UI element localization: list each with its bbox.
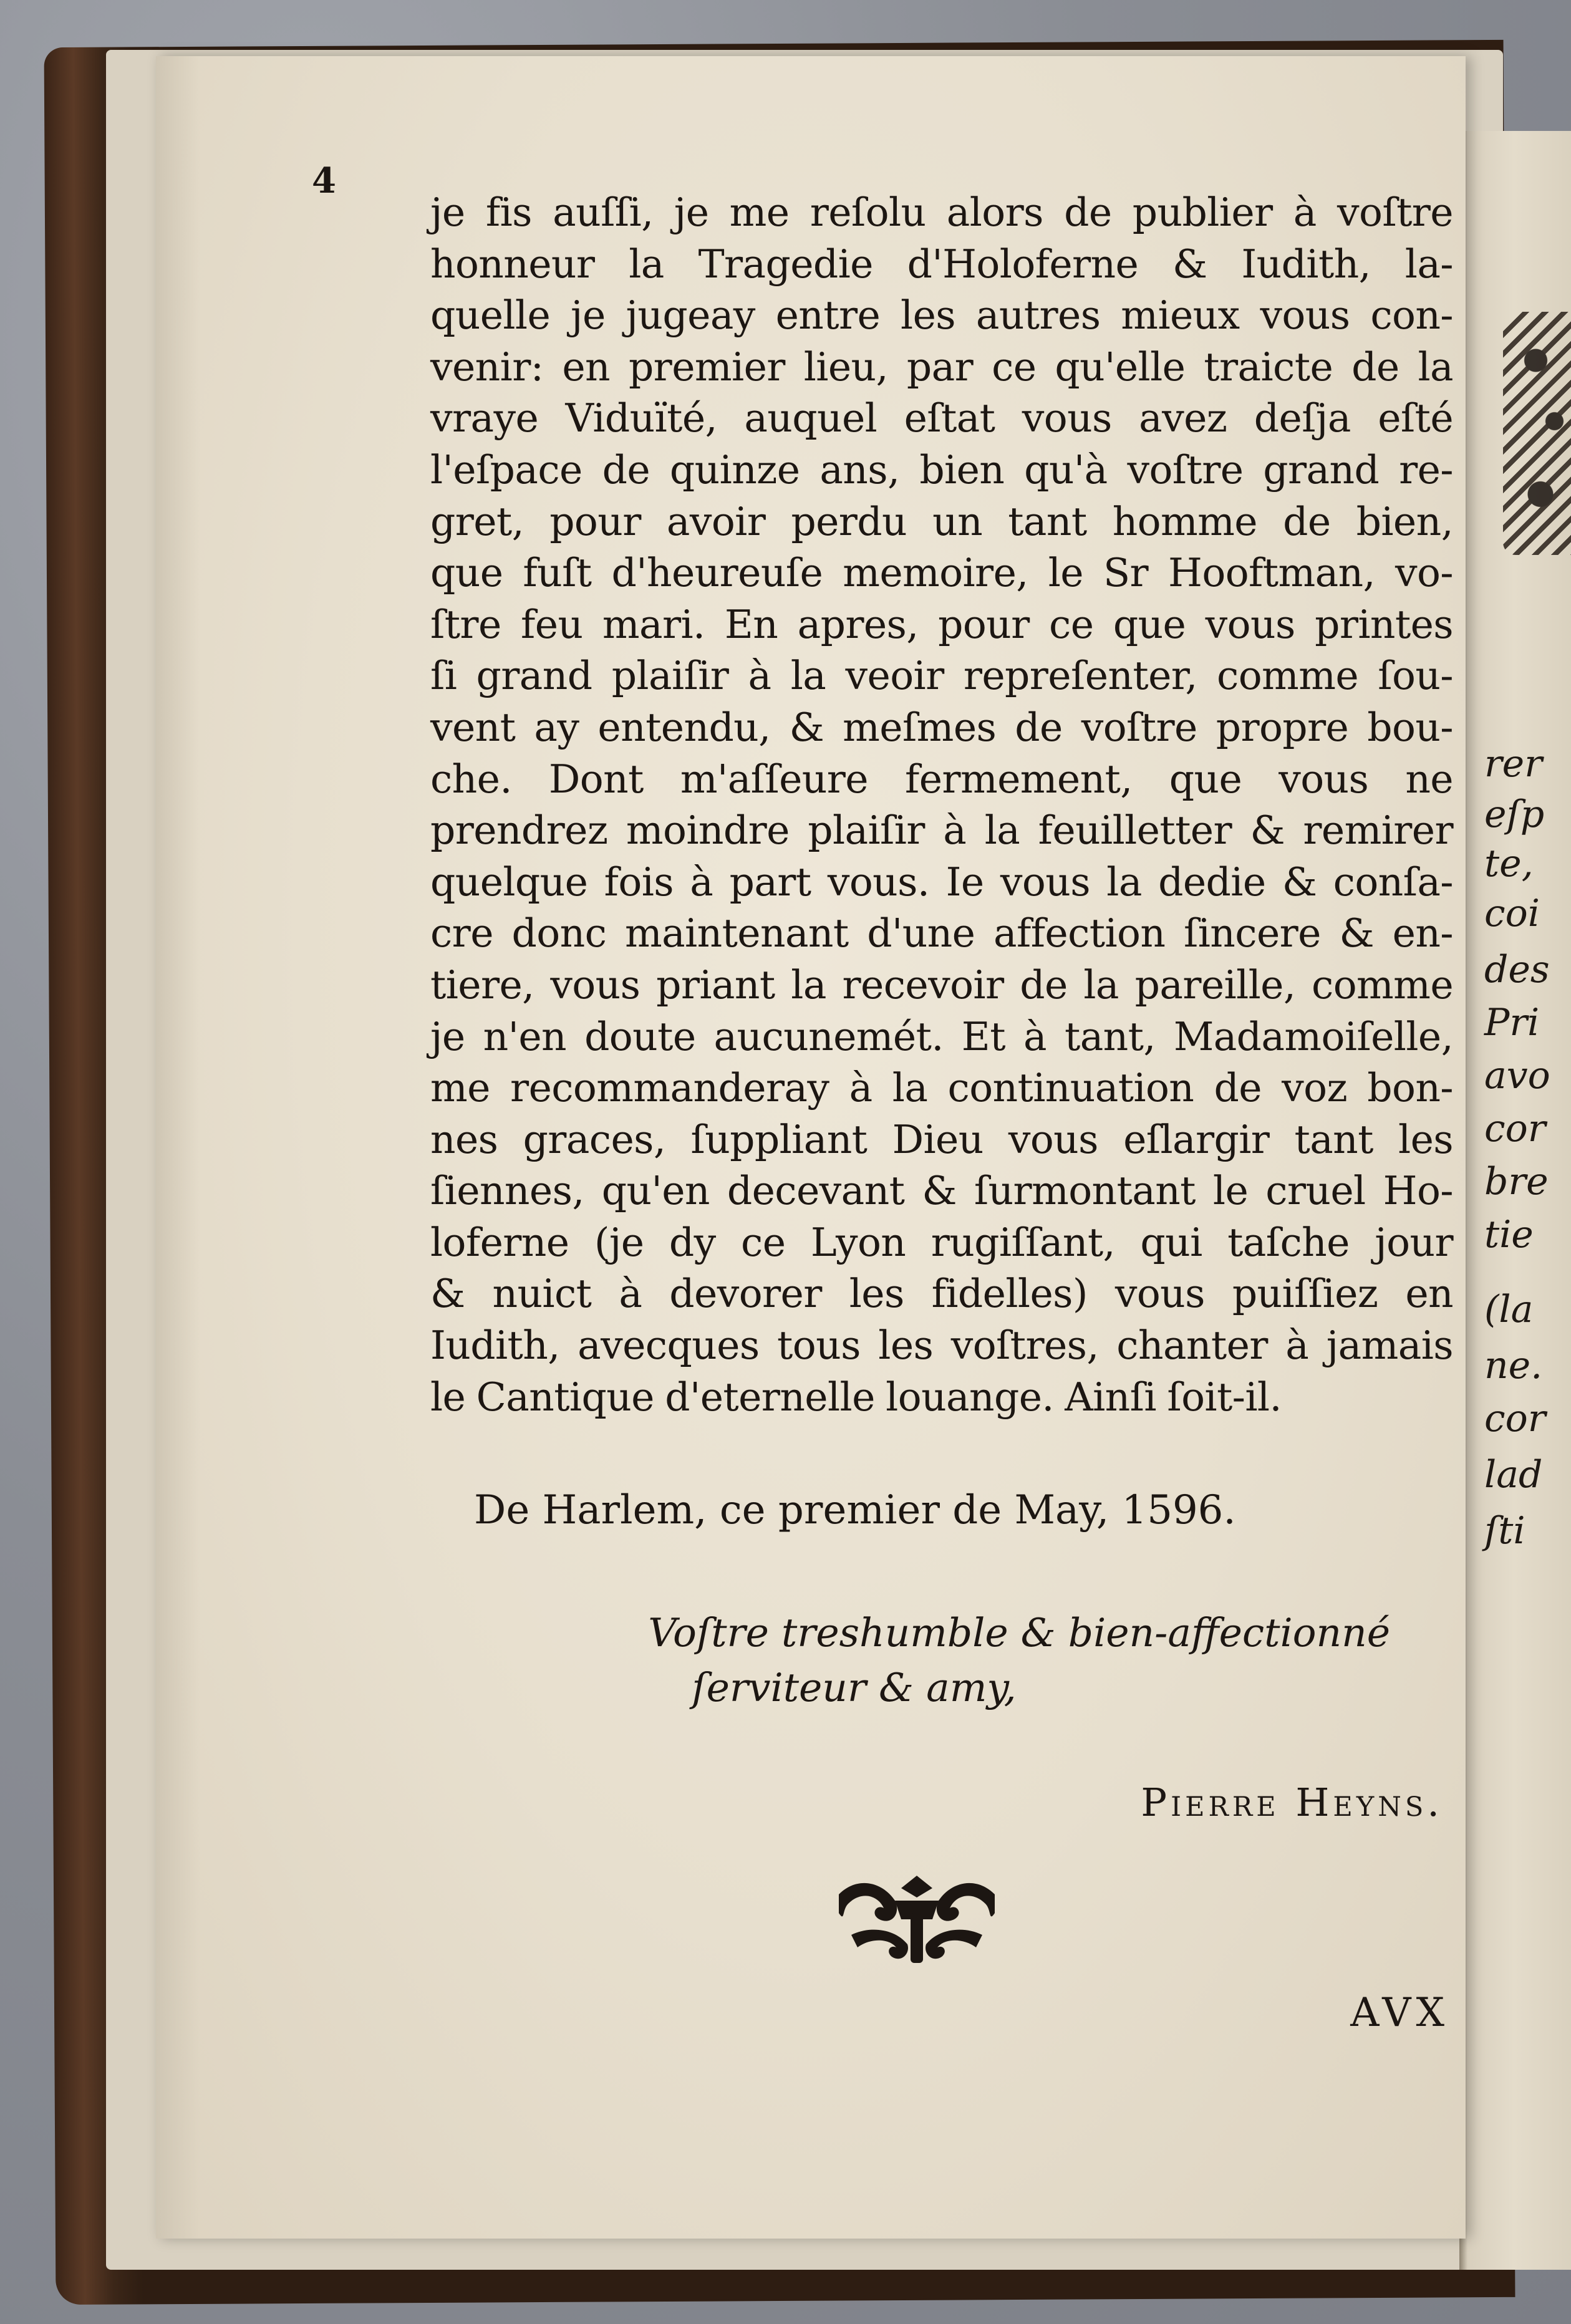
facing-page-fragment: ne.: [1484, 1344, 1543, 1387]
facing-page-fragment: coi: [1484, 892, 1540, 935]
text-line: honneur la Tragedie d'Holoferne & Iudith, la-: [430, 241, 1453, 287]
text-line: que fuſt d'heureuſe memoire, le Sr Hooftman, vo-: [430, 550, 1453, 596]
text-line: vent ay entendu, & meſmes de voſtre propre bou-: [430, 704, 1453, 750]
facing-page-fragment: ſti: [1484, 1509, 1525, 1553]
printers-ornament-icon: [833, 1876, 1001, 1969]
text-line: cre donc maintenant d'une affection ſincere & en-: [430, 910, 1453, 957]
closing-salutation: [648, 1606, 1390, 1715]
text-line: ſi grand plaiſir à la veoir repreſenter, comme ſou-: [430, 653, 1453, 699]
facing-page-fragment: eſp: [1484, 793, 1545, 836]
decorative-initial-icon: [1503, 312, 1571, 555]
text-line: che. Dont m'aſſeure fermement, que vous ne: [430, 756, 1453, 802]
text-line: prendrez moindre plaiſir à la feuilletter & remirer: [430, 808, 1453, 854]
text-line: quelle je jugeay entre les autres mieux vous con-: [430, 292, 1453, 339]
text-line: je n'en doute aucunemét. Et à tant, Madamoiſelle,: [430, 1013, 1453, 1059]
facing-page-fragment: (la: [1484, 1288, 1534, 1331]
text-line: ſiennes, qu'en decevant & ſurmontant le cruel Ho-: [430, 1168, 1453, 1214]
text-line: vraye Viduïté, auquel eſtat vous avez deſja eſté: [430, 395, 1453, 441]
facing-page-fragment: rer: [1484, 742, 1542, 786]
facing-page-fragment: Pri: [1484, 1001, 1540, 1044]
text-line: venir: en premier lieu, par ce qu'elle traicte de la: [430, 344, 1453, 390]
text-line: ſtre feu mari. En apres, pour ce que vous printes: [430, 601, 1453, 647]
facing-page: [1459, 131, 1571, 2270]
facing-page-fragment: cor: [1484, 1397, 1546, 1440]
body-text: [430, 187, 1453, 1423]
facing-page-fragment: cor: [1484, 1107, 1546, 1150]
closing-line: ſerviteur & amy,: [692, 1665, 1017, 1710]
text-line: je fis auſſi, je me reſolu alors de publier à voſtre: [430, 190, 1453, 235]
text-line: nes graces, ſuppliant Dieu vous eſlargir tant les: [430, 1116, 1453, 1162]
text-line: quelque fois à part vous. Ie vous la dedie & conſa-: [430, 859, 1453, 905]
facing-page-fragment: tie: [1484, 1213, 1534, 1256]
text-line: me recommanderay à la continuation de voz bon-: [430, 1065, 1453, 1111]
text-line: tiere, vous priant la recevoir de la pareille, comme: [430, 962, 1453, 1008]
facing-page-fragment: des: [1484, 948, 1550, 991]
text-line: Iudith, avecques tous les voſtres, chanter à jamais: [430, 1323, 1453, 1369]
text-line: & nuict à devorer les fidelles) vous puiſſiez en: [430, 1271, 1453, 1317]
text-line: gret, pour avoir perdu un tant homme de bien,: [430, 498, 1453, 544]
facing-page-fragment: lad: [1484, 1453, 1543, 1497]
page-edge: [156, 56, 200, 2239]
text-line: loferne (je dy ce Lyon rugiſſant, qui taſche jour: [430, 1219, 1453, 1265]
facing-page-fragment: avo: [1484, 1054, 1550, 1097]
closing-line: Voſtre treshumble & bien-affectionné: [648, 1610, 1390, 1656]
signature: Pierre Heyns.: [1141, 1780, 1443, 1825]
text-line: l'eſpace de quinze ans, bien qu'à voſtre grand re-: [430, 446, 1453, 493]
page-number: 4: [312, 160, 336, 201]
dateline: De Harlem, ce premier de May, 1596.: [474, 1487, 1236, 1533]
text-line: le Cantique d'eternelle louange. Ainſi ſoit-il.: [430, 1374, 1282, 1420]
facing-page-fragment: te,: [1484, 842, 1534, 885]
facing-page-fragment: bre: [1484, 1160, 1549, 1203]
catchword: AVX: [1350, 1990, 1449, 2036]
